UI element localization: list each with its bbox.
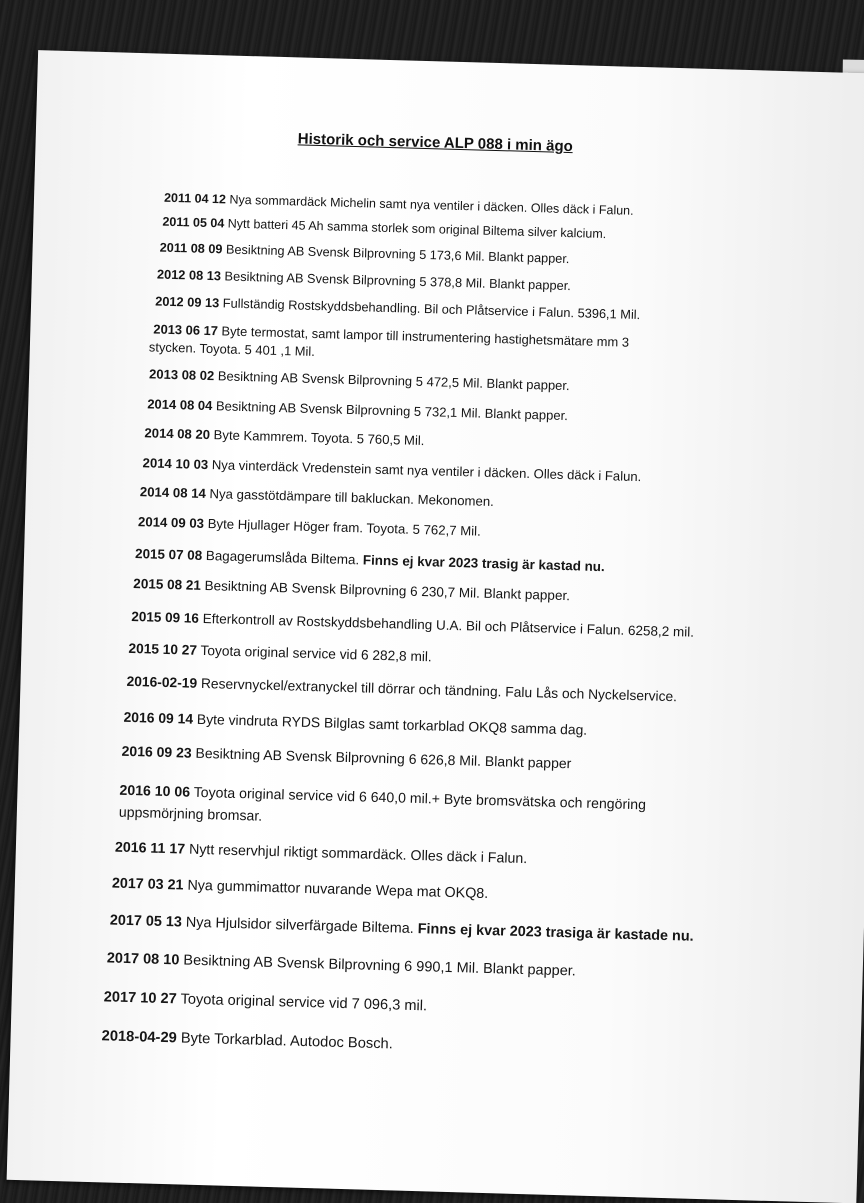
entry-date: 2014 10 03: [142, 455, 209, 473]
entry: [112, 876, 489, 903]
entry-text: Byte vindruta RYDS Bilglas samt torkarblad OKQ8 samma dag.: [196, 710, 588, 738]
entry-date: 2014 08 20: [144, 425, 211, 443]
entry-date: 2011 08 09: [159, 240, 223, 257]
entry: [123, 709, 587, 738]
entry-date: 2016 11 17: [114, 839, 186, 858]
entry-text: Besiktning AB Svensk Bilprovning 5 173,6 Mil. Blankt papper.: [225, 242, 570, 267]
entry-text: Toyota original service vid 6 282,8 mil.: [200, 642, 432, 665]
entry-date: 2012 09 13: [154, 293, 220, 311]
entry: [133, 576, 570, 603]
entry: [162, 215, 606, 241]
entry: [135, 546, 605, 574]
entry-text: Nya gasstötdämpare till bakluckan. Mekonomen.: [209, 486, 495, 510]
entry-date: 2013 08 02: [148, 366, 215, 384]
entry: [148, 320, 630, 369]
entry-text: Besiktning AB Svensk Bilprovning 5 378,8 Mil. Blankt papper.: [224, 268, 572, 294]
entry-date: 2016-02-19: [126, 673, 198, 691]
entry: [101, 1028, 393, 1052]
entry-date: 2016 09 14: [123, 708, 194, 727]
entry: [107, 950, 576, 979]
entry-text: Nytt batteri 45 Ah samma storlek som original Biltema silver kalcium.: [227, 216, 607, 242]
document-title: Historik och service ALP 088 i min ägo: [297, 130, 574, 156]
entry-date: 2017 03 21: [111, 875, 184, 894]
entry-date: 2018-04-29: [101, 1028, 177, 1047]
entry-text: Byte Hjullager Höger fram. Toyota. 5 762,7 Mil.: [207, 516, 481, 539]
entry-text: Byte Kammrem. Toyota. 5 760,5 Mil.: [213, 427, 425, 449]
entry: [142, 455, 641, 484]
entry-text: Nya Hjulsidor silverfärgade Biltema.: [185, 914, 414, 937]
entry-text: Efterkontroll av Rostskyddsbehandling U.A. Bil och Plåtservice i Falun. 6258,2 mil.: [202, 610, 695, 640]
entry-text: Reservnyckel/extranyckel till dörrar och tändning. Falu Lås och Nyckelservice.: [200, 675, 678, 705]
entry: [155, 294, 640, 323]
entry-date: 2016 09 23: [121, 742, 192, 761]
entry-text: Toyota original service vid 6 640,0 mil.+ Byte bromsvätska och rengöring: [193, 783, 647, 813]
entry-note: Finns ej kvar 2023 trasig är kastad nu.: [362, 552, 605, 575]
entry: [138, 514, 481, 539]
entry: [119, 779, 647, 838]
entry: [140, 484, 494, 509]
entry: [147, 396, 568, 423]
entry-note: Finns ej kvar 2023 trasiga är kastade nu.: [417, 921, 694, 945]
entry-text-continued: uppsmörjning bromsar.: [118, 803, 263, 824]
entry-date: 2014 09 03: [137, 514, 205, 531]
entry: [157, 267, 571, 294]
entry-text-continued: stycken. Toyota. 5 401 ,1 Mil.: [148, 339, 316, 359]
entry: [164, 191, 634, 218]
entry-date: 2014 08 14: [139, 484, 207, 501]
entry-text: Besiktning AB Svensk Bilprovning 5 732,1 Mil. Blankt papper.: [215, 398, 569, 424]
entry: [144, 425, 424, 448]
document-page: [7, 50, 864, 1203]
entry-text: Nya vinterdäck Vredenstein samt nya ventiler i däcken. Olles däck i Falun.: [211, 457, 642, 485]
entry: [160, 241, 570, 266]
entry-text: Besiktning AB Svensk Bilprovning 5 472,5 Mil. Blankt papper.: [217, 368, 570, 394]
entry-text: Besiktning AB Svensk Bilprovning 6 990,1 Mil. Blankt papper.: [183, 952, 577, 980]
entry-text: Nytt reservhjul riktigt sommardäck. Olles däck i Falun.: [188, 841, 528, 868]
entry: [121, 743, 571, 772]
entry-text: Byte Torkarblad. Autodoc Bosch.: [180, 1030, 394, 1053]
entry: [104, 989, 428, 1014]
entry: [149, 366, 570, 393]
entry-text: Fullständig Rostskyddsbehandling. Bil och Plåtservice i Falun. 5396,1 Mil.: [222, 295, 641, 323]
entry-date: 2017 05 13: [109, 912, 183, 931]
entry-date: 2015 07 08: [134, 546, 203, 563]
entry-text: Byte termostat, samt lampor till instrumentering hastighetsmätare mm 3: [221, 323, 630, 350]
entry-date: 2016 10 06: [119, 781, 191, 800]
entry-date: 2017 08 10: [106, 950, 180, 969]
entry-date: 2013 06 17: [153, 321, 219, 339]
entry-text: Toyota original service vid 7 096,3 mil.: [180, 991, 428, 1015]
entry: [128, 641, 432, 664]
entry-date: 2011 04 12: [163, 190, 227, 207]
entry-date: 2012 08 13: [156, 266, 222, 284]
entry-text: Besiktning AB Svensk Bilprovning 6 230,7 Mil. Blankt papper.: [204, 577, 571, 604]
entry-date: 2015 08 21: [133, 576, 202, 593]
entry-text: Bagagerumslåda Biltema.: [205, 548, 360, 568]
entry-text: Besiktning AB Svensk Bilprovning 6 626,8 Mil. Blankt papper: [195, 744, 572, 772]
entry-text: Nya sommardäck Michelin samt nya ventiler i däcken. Olles däck i Falun.: [229, 192, 634, 218]
entry-date: 2014 08 04: [147, 396, 213, 414]
entry-text: Nya gummimattor nuvarande Wepa mat OKQ8.: [187, 877, 489, 903]
entry: [110, 912, 694, 944]
entry: [115, 840, 528, 868]
entry-date: 2015 09 16: [131, 608, 200, 626]
entry-date: 2015 10 27: [128, 640, 198, 658]
entry-date: 2017 10 27: [103, 989, 177, 1008]
entry: [131, 609, 694, 640]
entry-date: 2011 05 04: [162, 214, 225, 231]
entry: [126, 674, 677, 704]
